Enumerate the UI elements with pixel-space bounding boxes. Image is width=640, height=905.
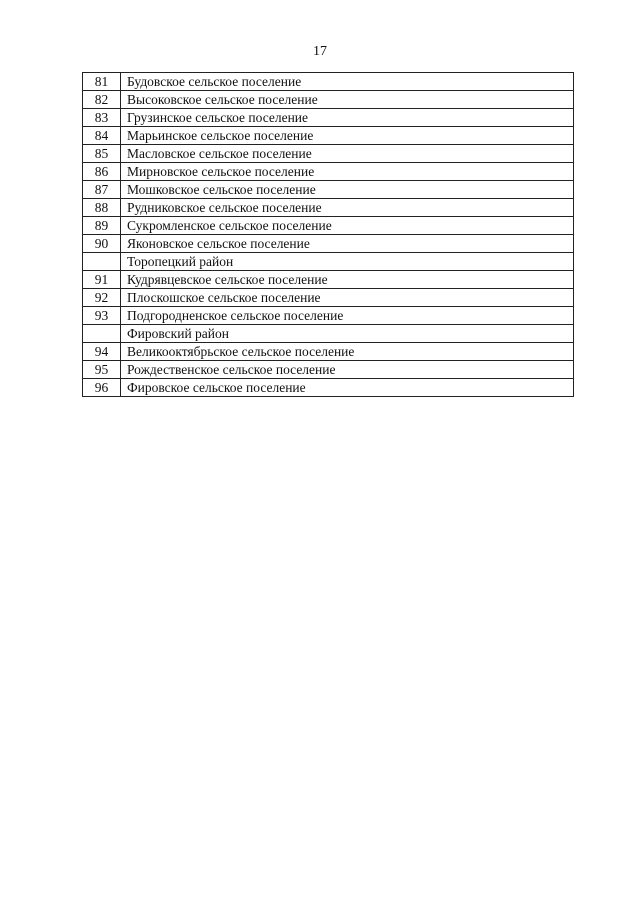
row-number: 87 [83,181,121,199]
table-row [83,181,574,199]
settlement-name: Мирновское сельское поселение [121,163,574,181]
settlement-name: Рудниковское сельское поселение [121,199,574,217]
settlement-name: Высоковское сельское поселение [121,91,574,109]
row-number: 92 [83,289,121,307]
table-row [83,109,574,127]
table-row [83,217,574,235]
settlement-name: Плоскошское сельское поселение [121,289,574,307]
row-number: 94 [83,343,121,361]
settlement-name: Будовское сельское поселение [121,73,574,91]
page-number: 17 [313,44,327,59]
row-number: 90 [83,235,121,253]
table-row [83,235,574,253]
row-number: 95 [83,361,121,379]
district-header-row [83,325,574,343]
row-number: 84 [83,127,121,145]
table-row [83,343,574,361]
table-row [83,199,574,217]
settlement-name: Масловское сельское поселение [121,145,574,163]
table-row [83,271,574,289]
table-body [83,73,574,397]
district-header-row [83,253,574,271]
table-row [83,163,574,181]
table-row [83,379,574,397]
settlement-name: Яконовское сельское поселение [121,235,574,253]
table-row [83,127,574,145]
table-row [83,145,574,163]
row-number: 93 [83,307,121,325]
settlement-name: Подгородненское сельское поселение [121,307,574,325]
settlement-name: Рождественское сельское поселение [121,361,574,379]
row-number: 88 [83,199,121,217]
row-number: 96 [83,379,121,397]
row-number: 82 [83,91,121,109]
settlement-name: Сукромленское сельское поселение [121,217,574,235]
settlement-name: Кудрявцевское сельское поселение [121,271,574,289]
settlement-name: Великооктябрьское сельское поселение [121,343,574,361]
table-row [83,289,574,307]
row-number: 89 [83,217,121,235]
settlement-table [82,72,574,397]
district-name: Фировский район [121,325,574,343]
row-number: 83 [83,109,121,127]
settlement-name: Марьинское сельское поселение [121,127,574,145]
settlement-name: Фировское сельское поселение [121,379,574,397]
row-number [83,253,121,271]
row-number: 85 [83,145,121,163]
table-row [83,91,574,109]
row-number [83,325,121,343]
row-number: 91 [83,271,121,289]
settlement-name: Мошковское сельское поселение [121,181,574,199]
table-row [83,361,574,379]
table-row [83,307,574,325]
row-number: 81 [83,73,121,91]
settlement-name: Грузинское сельское поселение [121,109,574,127]
district-name: Торопецкий район [121,253,574,271]
row-number: 86 [83,163,121,181]
table-row [83,73,574,91]
